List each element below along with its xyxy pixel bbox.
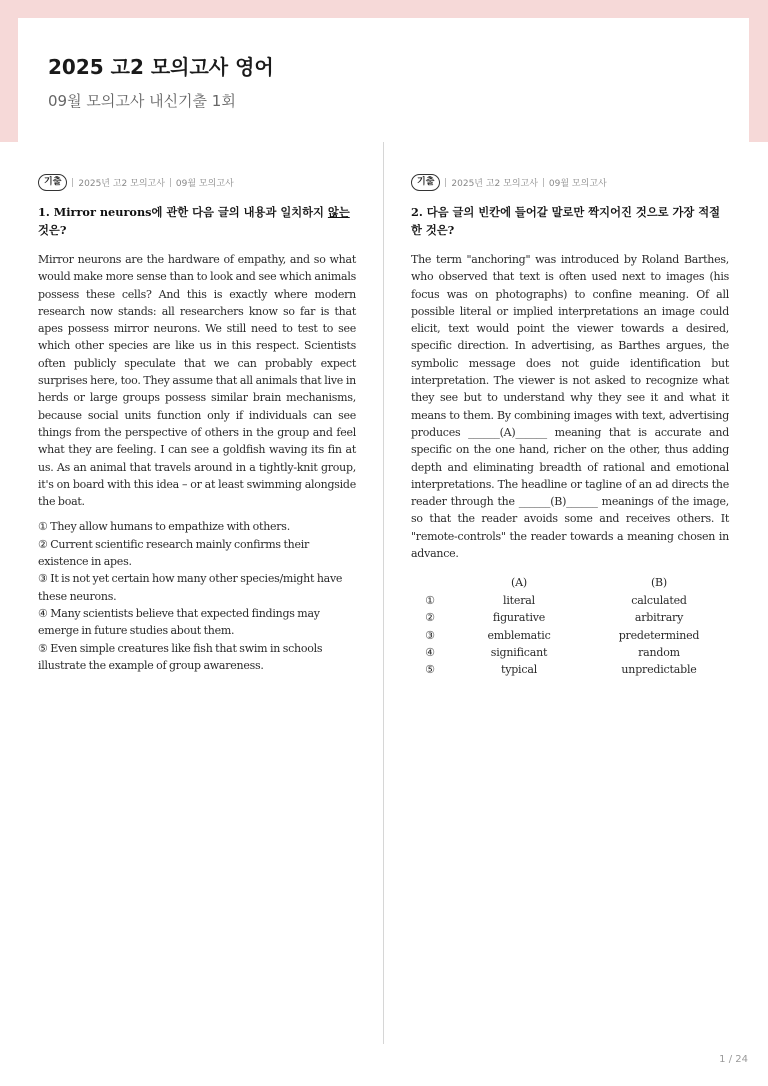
choice-a: literal	[503, 593, 535, 607]
choice-num: ③	[425, 628, 435, 642]
option-1[interactable]: ① They allow humans to empathize with others.	[38, 520, 290, 534]
question-1-title-post: 것은?	[38, 223, 67, 237]
source-month: 09월 모의고사	[175, 178, 234, 189]
question-1-source	[38, 173, 356, 191]
choice-header-b: (B)	[650, 576, 668, 590]
choice-num: ④	[425, 645, 435, 659]
document-title: 2025 고2 모의고사 영어	[48, 55, 274, 79]
separator	[445, 178, 446, 187]
choice-row-2[interactable]	[411, 609, 729, 626]
choice-a: typical	[500, 663, 538, 677]
choice-num: ①	[425, 593, 435, 607]
choice-a: figurative	[492, 611, 546, 625]
choice-row-5[interactable]	[411, 661, 729, 678]
question-1-title-pre: 1. Mirror neurons에 관한 다음 글의 내용과 일치하지	[38, 205, 328, 219]
question-2-passage: The term "anchoring" was introduced by Roland Barthes, who observed that text is often used next to images (his focus was on photographs) to confine meaning. Of all possible literal or implied interpretations an image could elicit, text would point the viewer towards a desired, specific direction. In advertising, as Barthes argues, the symbolic message does not guide identification but interpretation. The viewer is not asked to recognize what they see but to understand why they see it and what it means to them. By combining images with text, advertising produces ______(A)______ meaning that is accurate and specific on the one hand, richer on the other, thus adding depth and eliminating breadth of rational and emotional interpretations. The headline or tagline of an ad directs the reader through the ______(B)______ meanings of the image, so that the reader avoids some and receives others. It "remote-controls" the reader towards a meaning chosen in advance.	[411, 253, 729, 561]
choice-b: unpredictable	[621, 663, 697, 677]
column-divider	[383, 142, 384, 1044]
source-month: 09월 모의고사	[548, 178, 607, 189]
choice-num: ②	[425, 611, 435, 625]
choice-header-a: (A)	[511, 576, 527, 590]
question-2-choices	[411, 574, 729, 678]
question-2-title: 2. 다음 글의 빈칸에 들어갈 말로만 짝지어진 것으로 가장 적절한 것은?	[411, 205, 721, 237]
choice-row-3[interactable]	[411, 627, 729, 644]
option-2[interactable]: ② Current scientific research mainly confirms their existence in apes.	[38, 537, 310, 569]
source-badge: 기출	[38, 174, 67, 191]
question-1-title	[38, 203, 356, 239]
choice-b: calculated	[631, 593, 687, 607]
source-year: 2025년 고2 모의고사	[451, 178, 538, 189]
question-1	[38, 173, 356, 674]
choice-a: emblematic	[487, 628, 551, 642]
separator	[543, 178, 544, 187]
header-card	[18, 18, 749, 142]
source-badge: 기출	[411, 174, 440, 191]
source-year: 2025년 고2 모의고사	[78, 178, 165, 189]
option-5[interactable]: ⑤ Even simple creatures like fish that swim in schools illustrate the example of group awareness.	[38, 641, 323, 672]
document-subtitle: 09월 모의고사 내신기출 1회	[48, 92, 236, 110]
separator	[170, 178, 171, 187]
question-1-passage: Mirror neurons are the hardware of empathy, and so what would make more sense than to look and see which animals possess these cells? And this is exactly where modern research now stands: all researchers know so far is that apes possess mirror neurons. We still need to test to see which other species are like us in this respect. Scientists often publicly speculate that we can probably expect surprises here, too. They assume that all animals that live in herds or large groups possess similar brain mechanisms, because social units function only if individuals can see things from the perspective of others in the group and feel what they are feeling. I can see a goldfish waving its fin at us. As an animal that travels around in a tightly-knit group, it's on board with this idea – or at least swimming alongside the boat.	[38, 253, 356, 509]
choice-row-1[interactable]	[411, 592, 729, 609]
question-2	[411, 173, 729, 679]
question-2-source	[411, 173, 729, 191]
separator	[72, 178, 73, 187]
choice-row-4[interactable]	[411, 644, 729, 661]
choice-b: predetermined	[618, 628, 700, 642]
choice-header-num	[411, 574, 449, 591]
option-3[interactable]: ③ It is not yet certain how many other species/might have these neurons.	[38, 572, 343, 603]
choice-b: arbitrary	[634, 611, 684, 625]
option-4[interactable]: ④ Many scientists believe that expected findings may emerge in future studies about them.	[38, 606, 320, 638]
question-1-title-underline: 않는	[327, 205, 350, 219]
page-number: 1 / 24	[719, 1054, 748, 1065]
choice-header-row	[411, 574, 729, 591]
choice-a: significant	[490, 645, 548, 659]
question-1-options	[38, 518, 356, 674]
choice-b: random	[638, 645, 680, 659]
choice-num: ⑤	[425, 663, 435, 677]
